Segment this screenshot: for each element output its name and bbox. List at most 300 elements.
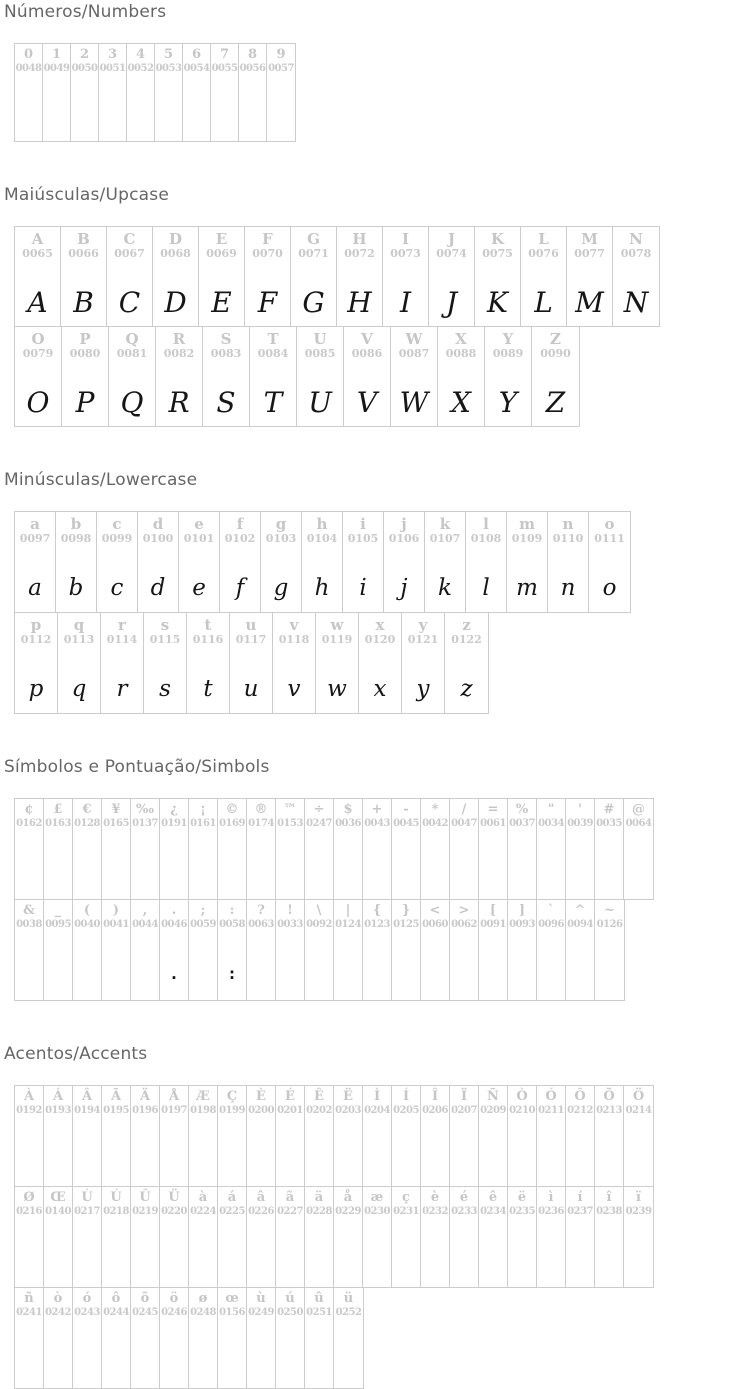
char-cell [595,799,624,899]
char-cell [297,327,344,426]
char-label: _ [54,903,62,918]
char-label: Õ [603,1089,615,1104]
char-label: s [160,616,170,634]
char-label: 5 [163,47,174,62]
char-glyph: q [71,676,87,702]
char-label: ü [343,1291,354,1306]
char-label: = [487,802,499,817]
char-label: û [314,1291,324,1306]
char-cell [187,613,230,713]
char-code: 0063 [248,919,274,930]
char-glyph: m [516,575,538,601]
char-cell [160,900,189,1000]
char-cell [450,799,479,899]
char-cell [421,1187,450,1287]
char-label: } [401,903,411,918]
char-cell [595,900,624,1000]
char-label: | [345,903,351,918]
char-code: 0231 [393,1206,419,1217]
char-label: m [519,515,535,533]
char-code: 0057 [268,63,294,74]
char-glyph: v [287,676,301,702]
char-code: 0115 [149,633,181,646]
char-code: 0247 [306,818,332,829]
char-cell [131,799,160,899]
char-label: ã [285,1190,295,1205]
char-code: 0085 [304,347,336,360]
char-label: Æ [196,1089,210,1104]
char-code: 0162 [16,818,42,829]
char-label: ~ [604,903,615,918]
char-label: ì [548,1190,554,1205]
char-code: 0048 [15,63,42,74]
char-cell [44,799,73,899]
char-label: Ç [226,1089,238,1104]
char-cell [58,613,101,713]
char-code: 0044 [132,919,158,930]
char-cell [589,512,630,612]
char-code: 0118 [278,633,310,646]
char-label: ê [488,1190,498,1205]
char-label: ë [517,1190,527,1205]
char-cell [44,1288,73,1388]
char-code: 0098 [60,532,92,545]
char-label: \ [316,903,322,918]
char-label: C [123,230,136,248]
char-label: z [462,616,471,634]
char-cell [218,900,247,1000]
char-cell [305,799,334,899]
char-cell [15,1086,44,1186]
char-cell [276,1288,305,1388]
char-label: a [30,515,40,533]
char-code: 0195 [103,1105,129,1116]
char-label: å [343,1190,353,1205]
char-label: < [429,903,441,918]
charmap-section [0,1044,730,1389]
char-label: Ã [110,1089,122,1104]
char-code: 0125 [393,919,419,930]
char-cell [391,327,438,426]
char-cell [71,44,99,141]
char-cell [548,512,589,612]
char-cell [450,1086,479,1186]
char-label: % [515,802,529,817]
char-label: L [538,230,549,248]
char-label: Z [550,330,561,348]
char-cell [267,44,295,141]
char-code: 0204 [364,1105,390,1116]
char-cell [334,799,363,899]
char-label: ^ [574,903,586,918]
char-code: 0128 [74,818,100,829]
char-label: b [70,515,82,533]
char-label: O [31,330,45,348]
char-glyph: O [26,386,50,419]
char-label: > [458,903,470,918]
char-code: 0055 [211,63,238,74]
char-glyph: . [171,965,177,983]
char-cell [15,327,62,426]
char-label: q [73,616,85,634]
char-code: 0113 [63,633,95,646]
char-code: 0211 [538,1105,564,1116]
char-cell [595,1187,624,1287]
char-cell [613,227,659,326]
char-cell [239,44,267,141]
char-cell [15,512,56,612]
char-label: ñ [24,1291,34,1306]
char-code: 0077 [574,247,605,260]
char-cell [189,1086,218,1186]
char-code: 0090 [540,347,571,360]
char-label: ¡ [200,802,206,817]
char-code: 0126 [596,919,623,930]
char-cell [566,900,595,1000]
char-glyph: b [68,575,84,601]
char-cell [537,1187,566,1287]
char-code: 0200 [248,1105,274,1116]
char-code: 0219 [132,1206,158,1217]
charmap-table [14,511,730,714]
char-cell [15,799,44,899]
char-cell [199,227,245,326]
char-label: ï [636,1190,641,1205]
char-code: 0104 [306,532,338,545]
char-cell [276,1187,305,1287]
char-cell [211,44,239,141]
char-glyph: z [460,676,473,702]
charmap-row [14,613,489,714]
char-cell [43,44,71,141]
char-code: 0061 [480,818,506,829]
char-cell [61,227,107,326]
section-heading: Símbolos e Pontuação/Simbols [4,757,270,777]
char-code: 0068 [160,247,191,260]
char-label: p [30,616,42,634]
char-label: J [447,230,456,248]
char-code: 0038 [16,919,42,930]
char-code: 0209 [480,1105,506,1116]
char-label: K [490,230,505,248]
char-cell [109,327,156,426]
char-code: 0205 [393,1105,419,1116]
char-glyph: J [445,286,458,319]
char-cell [183,44,211,141]
char-code: 0237 [567,1206,593,1217]
char-cell [131,900,160,1000]
char-code: 0206 [422,1105,448,1116]
char-label: Á [52,1089,64,1104]
char-code: 0109 [511,532,543,545]
char-label: E [215,230,228,248]
char-label: õ [140,1291,150,1306]
char-glyph: C [118,286,141,319]
charmap-table [14,226,730,427]
char-code: 0201 [277,1105,303,1116]
char-code: 0099 [101,532,133,545]
char-cell [131,1288,160,1388]
char-code: 0078 [620,247,652,260]
char-code: 0220 [161,1206,187,1217]
char-cell [383,227,429,326]
char-code: 0087 [398,347,430,360]
char-glyph: R [168,386,190,419]
char-cell [507,512,548,612]
char-cell [334,1288,363,1388]
char-glyph: X [451,386,471,419]
char-cell [450,1187,479,1287]
char-label: Œ [50,1190,66,1205]
char-label: á [227,1190,237,1205]
char-glyph: e [192,575,206,601]
char-cell [466,512,507,612]
char-code: 0117 [235,633,267,646]
char-glyph: c [110,575,124,601]
char-label: + [371,802,383,817]
char-cell [479,900,508,1000]
char-glyph: o [602,575,617,601]
charmap-row [14,226,660,327]
charmap-section [0,185,730,427]
char-cell [179,512,220,612]
char-label: ù [256,1291,266,1306]
char-cell [230,613,273,713]
char-code: 0086 [351,347,383,360]
char-cell [73,1288,102,1388]
char-cell [425,512,466,612]
char-code: 0207 [451,1105,477,1116]
char-glyph: d [150,575,166,601]
char-cell [218,1187,247,1287]
char-label: Â [81,1089,93,1104]
char-cell [15,613,58,713]
char-label: ; [200,903,206,918]
char-glyph: L [534,286,553,319]
char-glyph: I [399,286,412,319]
char-glyph: K [487,286,508,319]
char-cell [421,900,450,1000]
charmap-row [14,1288,364,1389]
char-code: 0041 [103,919,129,930]
char-label: H [352,230,367,248]
char-label: R [172,330,186,348]
char-label: É [285,1089,295,1104]
char-code: 0112 [20,633,52,646]
char-cell [155,44,183,141]
char-cell [99,44,127,141]
char-label: X [455,330,467,348]
char-code: 0250 [277,1307,303,1318]
char-glyph: D [164,286,187,319]
char-label: ) [112,903,120,918]
char-glyph: r [116,676,128,702]
char-label: © [225,802,239,817]
char-code: 0232 [422,1206,448,1217]
charmap-table [14,1085,730,1389]
char-code: 0229 [335,1206,361,1217]
char-label: Ä [139,1089,151,1104]
char-label: î [606,1190,612,1205]
char-cell [101,613,144,713]
char-code: 0165 [103,818,129,829]
char-code: 0105 [347,532,379,545]
char-glyph: E [211,286,232,319]
char-cell [15,1187,44,1287]
char-glyph: s [159,676,171,702]
charmap-row [14,327,580,427]
char-code: 0194 [74,1105,100,1116]
char-label: $ [343,802,353,817]
char-code: 0111 [594,532,625,545]
char-cell [305,1187,334,1287]
char-cell [392,1187,421,1287]
char-cell [73,799,102,899]
char-label: 2 [79,47,90,62]
char-label: Ú [110,1190,122,1205]
section-heading: Acentos/Accents [4,1044,148,1064]
char-label: ™ [283,802,297,817]
char-cell [97,512,138,612]
char-cell [44,1187,73,1287]
char-cell [189,900,218,1000]
char-label: ó [82,1291,92,1306]
char-label: d [152,515,164,533]
char-label: r [118,616,126,634]
char-label: ç [402,1190,410,1205]
char-label: F [262,230,273,248]
char-code: 0174 [248,818,274,829]
char-cell [429,227,475,326]
char-code: 0108 [470,532,502,545]
char-cell [261,512,302,612]
char-code: 0074 [436,247,467,260]
char-code: 0073 [390,247,421,260]
char-code: 0072 [344,247,375,260]
char-label: Ì [373,1089,381,1104]
char-code: 0045 [393,818,419,829]
char-cell [392,799,421,899]
char-label: À [23,1089,35,1104]
char-cell [160,799,189,899]
char-label: Ø [23,1190,35,1205]
char-label: Ï [460,1089,468,1104]
char-label: Y [502,330,514,348]
char-label: 1 [51,47,62,62]
char-label: { [372,903,382,918]
char-code: 0121 [407,633,439,646]
char-code: 0053 [155,63,182,74]
char-cell [479,799,508,899]
char-cell [595,1086,624,1186]
char-cell [247,799,276,899]
char-cell [475,227,521,326]
char-cell [247,1288,276,1388]
char-code: 0036 [335,818,361,829]
char-label: * [431,802,439,817]
char-code: 0120 [364,633,396,646]
char-label: k [439,515,451,533]
char-cell [138,512,179,612]
charmap-row [14,1187,654,1288]
char-label: U [313,330,327,348]
char-cell [402,613,445,713]
char-cell [508,1187,537,1287]
char-cell [624,799,653,899]
char-label: Ü [168,1190,180,1205]
char-code: 0210 [509,1105,535,1116]
char-glyph: F [257,286,278,319]
char-code: 0218 [103,1206,129,1217]
char-code: 0226 [248,1206,274,1217]
char-cell [450,900,479,1000]
char-cell [102,1086,131,1186]
char-cell [153,227,199,326]
char-code: 0213 [596,1105,622,1116]
char-code: 0203 [335,1105,361,1116]
char-label: è [430,1190,440,1205]
char-label: ø [198,1291,208,1306]
char-glyph: h [314,575,330,601]
char-code: 0034 [538,818,564,829]
char-code: 0067 [114,247,145,260]
char-code: 0227 [277,1206,303,1217]
char-cell [156,327,203,426]
char-label: â [256,1190,266,1205]
char-cell [537,900,566,1000]
char-code: 0249 [248,1307,274,1318]
char-cell [44,900,73,1000]
char-cell [160,1187,189,1287]
char-cell [316,613,359,713]
char-label: 8 [247,47,258,62]
char-cell [532,327,579,426]
char-cell [73,1086,102,1186]
char-label: æ [370,1190,384,1205]
char-cell [438,327,485,426]
char-code: 0059 [190,919,216,930]
char-glyph: G [302,286,325,319]
char-label: £ [53,802,63,817]
char-code: 0214 [625,1105,652,1116]
char-glyph: H [347,286,372,319]
char-code: 0137 [132,818,158,829]
char-label: 6 [191,47,202,62]
char-label: N [629,230,643,248]
char-cell [144,613,187,713]
char-label: # [603,802,615,817]
char-code: 0094 [567,919,593,930]
char-cell [485,327,532,426]
char-cell [566,1086,595,1186]
char-code: 0076 [528,247,559,260]
char-cell [127,44,155,141]
char-code: 0082 [163,347,195,360]
char-label: í [577,1190,583,1205]
char-label: œ [225,1291,239,1306]
char-code: 0251 [306,1307,332,1318]
char-label: A [31,230,44,248]
char-glyph: p [28,676,44,702]
char-code: 0106 [388,532,420,545]
char-code: 0225 [219,1206,245,1217]
char-code: 0075 [482,247,513,260]
section-heading: Números/Numbers [4,2,167,22]
char-cell [567,227,613,326]
charmap-row [14,1085,654,1187]
charmap-table [14,798,730,1001]
char-code: 0062 [451,919,477,930]
